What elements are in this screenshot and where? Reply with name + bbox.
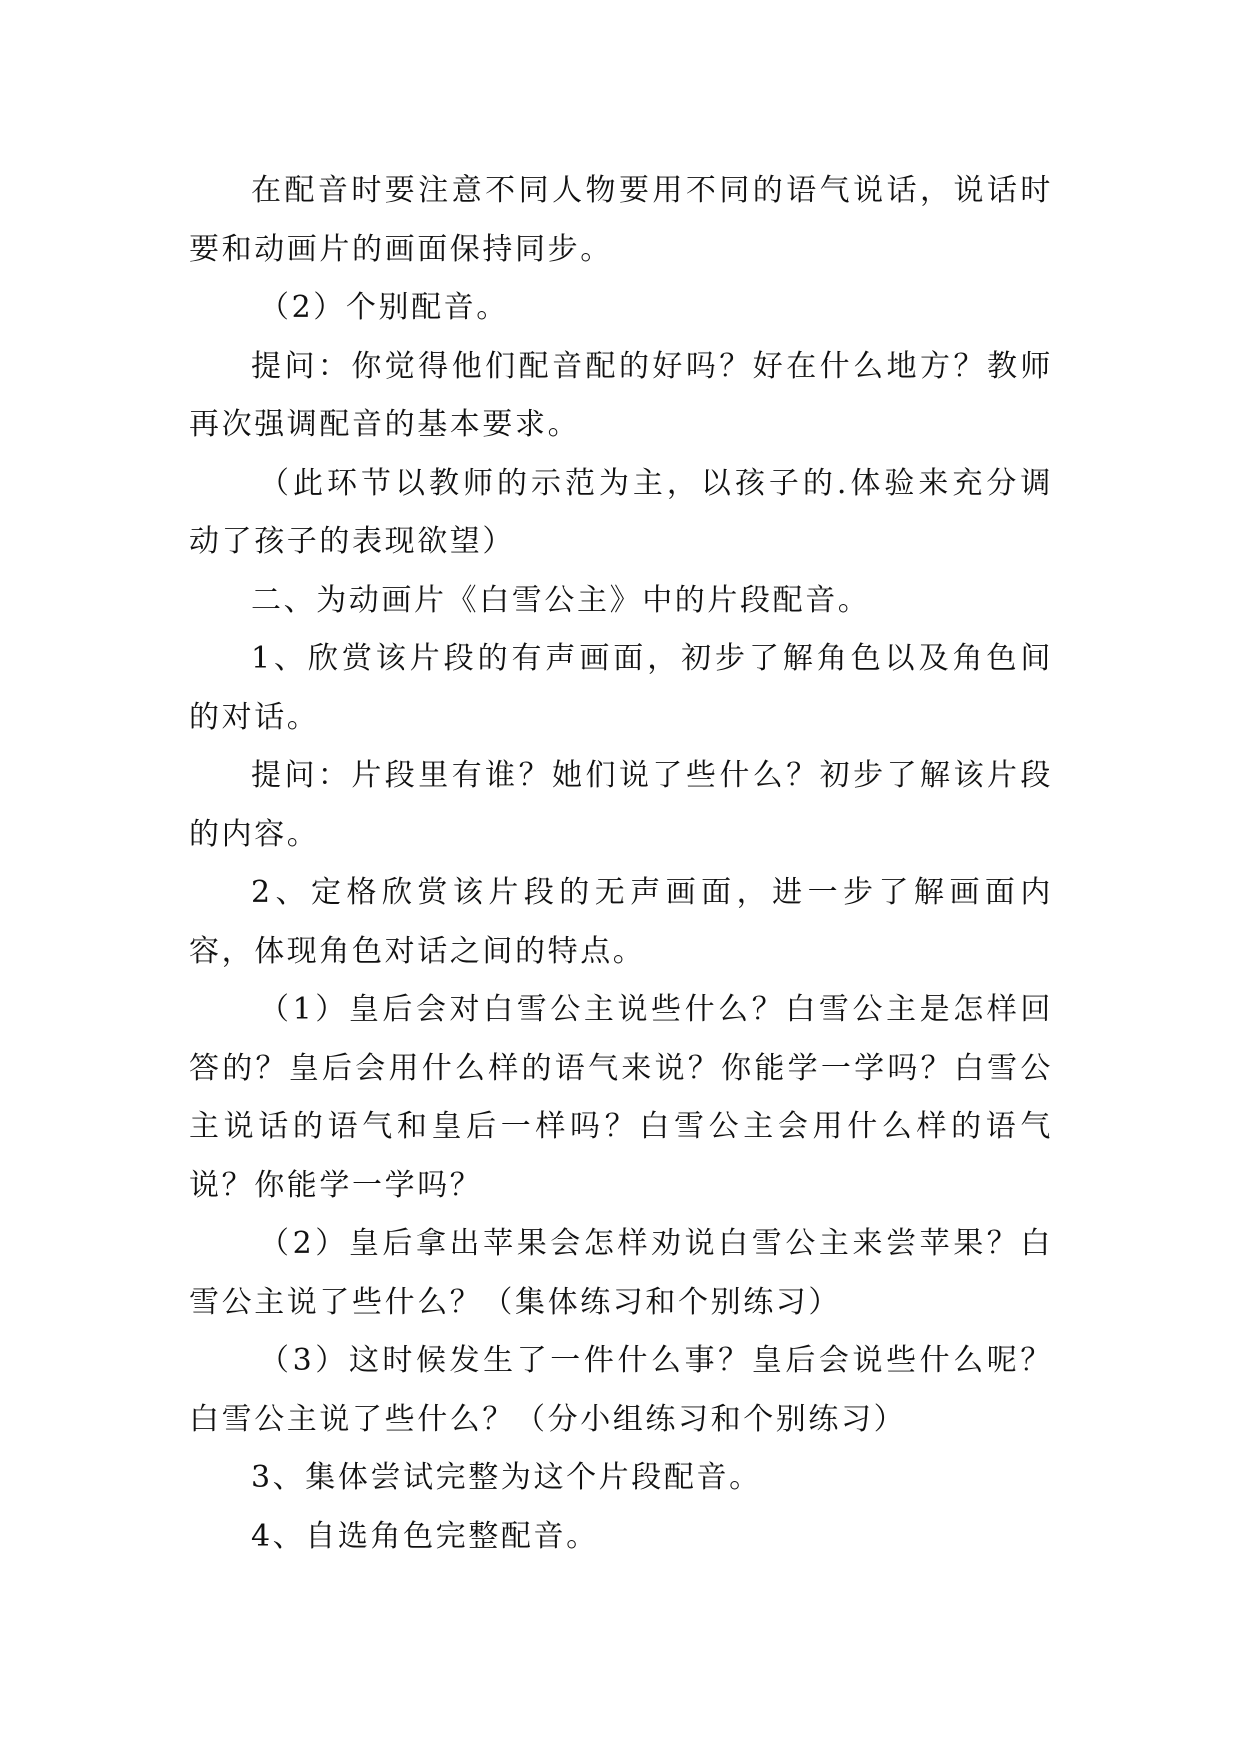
- paragraph: （此环节以教师的示范为主，以孩子的.体验来充分调动了孩子的表现欲望）: [189, 465, 1053, 559]
- paragraph: （1）皇后会对白雪公主说些什么？白雪公主是怎样回答的？皇后会用什么样的语气来说？你能学一学吗？白雪公主说话的语气和皇后一样吗？白雪公主会用什么样的语气说？你能学一学吗？: [189, 992, 1053, 1203]
- document-body: [189, 162, 1053, 1566]
- paragraph: （3）这时候发生了一件什么事？皇后会说些什么呢？白雪公主说了些什么？（分小组练习和个别练习）: [189, 1343, 1053, 1437]
- paragraph: 2、定格欣赏该片段的无声画面，进一步了解画面内容，体现角色对话之间的特点。: [189, 875, 1053, 969]
- paragraph: 在配音时要注意不同人物要用不同的语气说话，说话时要和动画片的画面保持同步。: [189, 173, 1053, 267]
- paragraph: 1、欣赏该片段的有声画面，初步了解角色以及角色间的对话。: [189, 641, 1053, 735]
- paragraph: 3、集体尝试完整为这个片段配音。: [251, 1460, 762, 1495]
- paragraph: （2）个别配音。: [259, 290, 509, 325]
- paragraph: （2）皇后拿出苹果会怎样劝说白雪公主来尝苹果？白雪公主说了些什么？（集体练习和个别练习）: [189, 1226, 1053, 1320]
- paragraph: 4、自选角色完整配音。: [251, 1518, 599, 1554]
- paragraph: 提问：片段里有谁？她们说了些什么？初步了解该片段的内容。: [189, 758, 1053, 852]
- paragraph: 二、为动画片《白雪公主》中的片段配音。: [251, 582, 871, 618]
- paragraph: 提问：你觉得他们配音配的好吗？好在什么地方？教师再次强调配音的基本要求。: [189, 348, 1053, 442]
